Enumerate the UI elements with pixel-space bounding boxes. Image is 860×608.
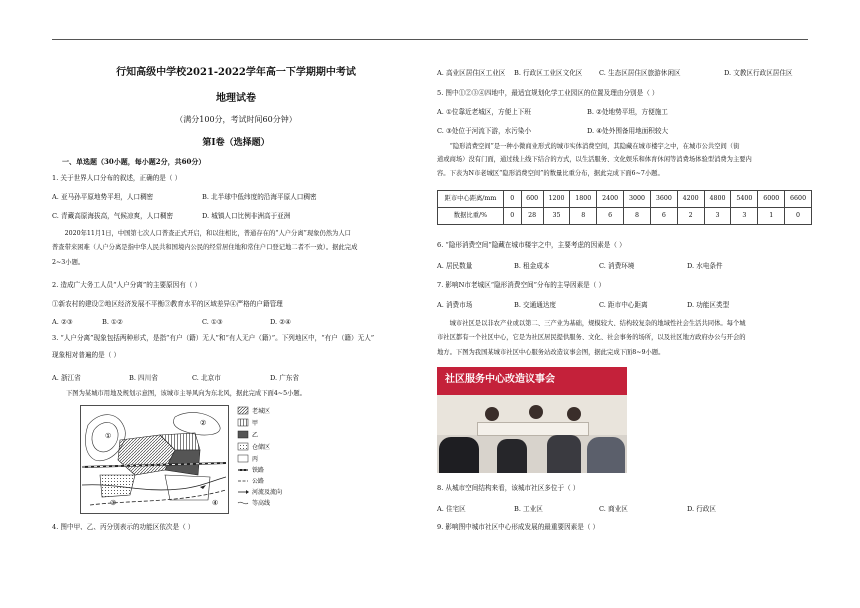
site-1-label: ① bbox=[105, 432, 112, 440]
legend-river: 河流及流向 bbox=[252, 489, 283, 496]
passage-consumption-line1: “隐形消费空间”是一种小微商业形式的城市实体消费空间，其隐藏在城市楼宇之中，在城市公共空间（街 bbox=[449, 143, 740, 150]
photo-banner-text: 社区服务中心改造议事会 bbox=[445, 374, 555, 385]
table-cell: 3000 bbox=[624, 191, 651, 208]
q2-option-b: B. ①② bbox=[102, 318, 123, 326]
passage-census-line1: 2020年11月1日，中国第七次人口普查正式开启，和以往相比，普通存在的“人户分离”现象仍然为人口 bbox=[64, 230, 351, 237]
person-head bbox=[529, 405, 543, 419]
passage-census-line2: 普查带来困难（人户分离是指中华人民共和国境内公民的经常居住地和常住户口登记地二者不一致）。据此完成 bbox=[52, 244, 358, 251]
q1-option-c: C. 青藏高原海拔高，气候凉爽，人口稠密 bbox=[52, 212, 174, 220]
q5-option-b: B. ②处地势平坦，方便施工 bbox=[587, 108, 668, 116]
q1-stem: 1. 关于世界人口分布的叙述，正确的是（ ） bbox=[52, 174, 182, 182]
q8-option-d: D. 行政区 bbox=[687, 505, 717, 513]
site-4-label: ④ bbox=[212, 499, 219, 507]
exam-subject: 地理试卷 bbox=[216, 93, 256, 104]
table-cell: 2 bbox=[677, 208, 704, 225]
q3-option-a: A. 浙江省 bbox=[52, 374, 81, 382]
community-meeting-photo bbox=[437, 367, 627, 473]
city-land-use-map bbox=[80, 405, 310, 515]
passage-community-line2: 市社区都有一个社区中心，它是为社区居民提供服务、文化、社会事务的场所，以及社区地方政府办公与开会的 bbox=[437, 334, 746, 341]
q6-stem: 6. “隐形消费空间”隐藏在城市楼宇之中，主要考虑的因素是（ ） bbox=[437, 241, 626, 249]
table-cell: 8 bbox=[570, 208, 597, 225]
q4-option-b: B. 行政区工业区文化区 bbox=[514, 69, 583, 77]
q6-options bbox=[437, 262, 812, 271]
q2-stem: 2. 造成广大务工人员“人户分离”的主要原因有（ ） bbox=[52, 281, 202, 289]
q7-option-d: D. 功能区类型 bbox=[687, 301, 730, 309]
legend-bing: 丙 bbox=[252, 456, 259, 463]
q5-option-c: C. ③处位于河流下游，水污染小 bbox=[437, 127, 532, 135]
table-cell: 4200 bbox=[677, 191, 704, 208]
q5-stem: 5. 图中①②③④四地中，最适宜规划化学工业园区的位置及理由分别是（ ） bbox=[437, 89, 659, 97]
person bbox=[497, 439, 527, 473]
site-2-label: ② bbox=[200, 419, 207, 427]
table-cell: 4800 bbox=[704, 191, 731, 208]
q4-option-d: D. 文教区行政区居住区 bbox=[724, 69, 793, 77]
passage-consumption-line3: 容。下表为N市老城区“隐形消费空间”的数量比重分布，据此完成下面6~7小题。 bbox=[437, 170, 664, 177]
passage-city-map: 下图为某城市用地及规划示意图，该城市主导风向为东北风，据此完成下面4~5小题。 bbox=[66, 390, 306, 397]
table-cell: 28 bbox=[521, 208, 543, 225]
q8-stem: 8. 从城市空间结构来看，该城市社区多位于（ ） bbox=[437, 484, 580, 492]
q3-line2: 现象相对普遍的是（ ） bbox=[52, 351, 121, 359]
section-title: 一、单选题（30小题，每小题2分，共60分） bbox=[62, 157, 206, 166]
person bbox=[547, 435, 581, 473]
score-info: （满分100分，考试时间60分钟） bbox=[175, 115, 297, 124]
q6-option-c: C. 消费环境 bbox=[599, 262, 635, 270]
person-head bbox=[567, 407, 581, 421]
table-cell: 0 bbox=[503, 208, 521, 225]
q5-options-row2 bbox=[437, 127, 812, 136]
table-cell: 3600 bbox=[650, 191, 677, 208]
q1-option-d: D. 城镇人口比例非洲高于亚洲 bbox=[202, 212, 291, 220]
q2-option-c: C. ①③ bbox=[202, 318, 223, 326]
q7-option-a: A. 消费市场 bbox=[437, 301, 473, 309]
q3-line1: 3. “人户分离”现象包括两种形式，是指“有户（籍）无人”和“有人无户（籍）”。下列地区中，“有户（籍）无人” bbox=[52, 334, 375, 342]
table-row bbox=[438, 208, 812, 225]
q6-option-b: B. 租金成本 bbox=[514, 262, 550, 270]
table-cell: 1 bbox=[758, 208, 785, 225]
q5-options-row1 bbox=[437, 108, 812, 117]
table-row-head: 数据比重/% bbox=[438, 208, 504, 225]
table-cell: 8 bbox=[624, 208, 651, 225]
q8-option-a: A. 住宅区 bbox=[437, 505, 466, 513]
q1-option-a: A. 亚马孙平原地势平坦，人口稠密 bbox=[52, 193, 154, 201]
person-head bbox=[485, 407, 499, 421]
q3-option-d: D. 广东省 bbox=[270, 374, 300, 382]
q2-options bbox=[52, 318, 420, 327]
distance-share-table bbox=[437, 190, 812, 225]
table-cell: 2400 bbox=[597, 191, 624, 208]
q4-stem: 4. 图中甲、乙、丙分别表示的功能区依次是（ ） bbox=[52, 523, 195, 531]
q7-options bbox=[437, 301, 812, 310]
site-3-label: ③ bbox=[110, 499, 117, 507]
q4-option-c: C. 生态区居住区旅游休闲区 bbox=[599, 69, 681, 77]
table-cell: 0 bbox=[503, 191, 521, 208]
q3-option-c: C. 北京市 bbox=[192, 374, 221, 382]
q5-option-d: D. ④处外围备用地面积较大 bbox=[587, 127, 669, 135]
legend-storage: 仓储区 bbox=[252, 444, 271, 451]
table-cell: 3 bbox=[704, 208, 731, 225]
table-cell: 6 bbox=[597, 208, 624, 225]
legend-highway: 公路 bbox=[252, 478, 265, 485]
meeting-table bbox=[477, 422, 589, 436]
table-cell: 600 bbox=[521, 191, 543, 208]
q5-option-a: A. ①位靠近老城区，方便上下班 bbox=[437, 108, 531, 116]
table-cell: 6600 bbox=[785, 191, 812, 208]
q6-option-d: D. 水电条件 bbox=[687, 262, 723, 270]
q3-option-b: B. 四川省 bbox=[129, 374, 158, 382]
q8-option-b: B. 工业区 bbox=[514, 505, 543, 513]
table-cell: 1800 bbox=[570, 191, 597, 208]
table-row-head: 距市中心距离/mm bbox=[438, 191, 504, 208]
q4-option-a: A. 高业区居住区工业区 bbox=[437, 69, 506, 77]
header-rule bbox=[52, 39, 808, 40]
q7-option-c: C. 距市中心距离 bbox=[599, 301, 648, 309]
q1-options-row2 bbox=[52, 212, 420, 221]
legend-railway: 铁路 bbox=[252, 467, 265, 474]
q2-option-d: D. ②④ bbox=[270, 318, 292, 326]
q8-option-c: C. 商业区 bbox=[599, 505, 628, 513]
exam-title: 行知高级中学校2021-2022学年高一下学期期中考试 bbox=[116, 67, 356, 78]
q2-items: ①新农村的建设②地区经济发展不平衡③教育水平的区域差异④严格的户籍管理 bbox=[52, 300, 283, 308]
passage-community-line1: 城市社区是以非农产业或以第二、三产业为基础，规模较大、结构较复杂的地域性社会生活共同体。每个城 bbox=[449, 320, 746, 327]
legend-yi: 乙 bbox=[252, 432, 259, 439]
q3-options bbox=[52, 374, 420, 383]
person bbox=[439, 437, 479, 473]
q9-stem: 9. 影响图中城市社区中心形成发展的最重要因素是（ ） bbox=[437, 523, 600, 531]
map-legend bbox=[238, 407, 282, 507]
person bbox=[587, 437, 625, 473]
q8-options bbox=[437, 505, 812, 514]
table-cell: 3 bbox=[731, 208, 758, 225]
q1-option-b: B. 北半球中低纬度的沿海平原人口稠密 bbox=[202, 193, 317, 201]
q2-option-a: A. ②③ bbox=[52, 318, 73, 326]
passage-community-line3: 地方。下图为我国某城市社区中心服务站改造议事会图，据此完成下面8~9小题。 bbox=[437, 349, 665, 356]
q1-options-row1 bbox=[52, 193, 420, 202]
q7-stem: 7. 影响N市老城区“隐形消费空间”分布的主导因素是（ ） bbox=[437, 281, 606, 289]
part-title: 第Ⅰ卷（选择题） bbox=[202, 138, 270, 148]
table-cell: 35 bbox=[543, 208, 570, 225]
q6-option-a: A. 居民数量 bbox=[437, 262, 473, 270]
legend-jia: 甲 bbox=[252, 420, 259, 427]
table-cell: 5400 bbox=[731, 191, 758, 208]
table-row bbox=[438, 191, 812, 208]
table-cell: 0 bbox=[785, 208, 812, 225]
q7-option-b: B. 交通通达度 bbox=[514, 301, 557, 309]
q4-options bbox=[437, 69, 812, 78]
passage-consumption-line2: 道或商场）没有门面，通过线上线下结合的方式，以生活服务、文化娱乐和体育休闲等消费场体验型消费为主要内 bbox=[437, 156, 752, 163]
table-cell: 1200 bbox=[543, 191, 570, 208]
table-cell: 6 bbox=[650, 208, 677, 225]
legend-old-city: 老城区 bbox=[252, 408, 271, 415]
table-cell: 6000 bbox=[758, 191, 785, 208]
passage-census-line3: 2~3小题。 bbox=[52, 259, 85, 266]
legend-contour: 等高线 bbox=[252, 500, 271, 507]
